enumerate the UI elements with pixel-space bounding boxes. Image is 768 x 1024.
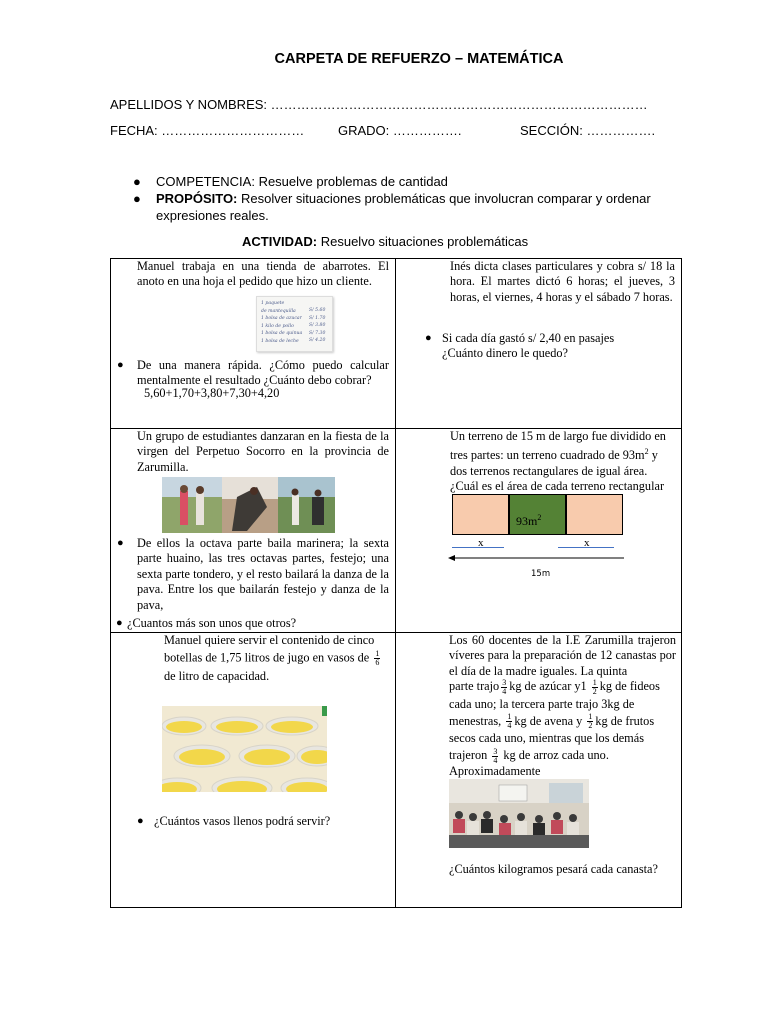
cell2-text: Inés dicta clases particulares y cobra s/ 18 la hora. El martes dictó 6 horas; el jueves, 3 horas, el viernes, 4 horas y el sábado 7 horas. xyxy=(450,259,675,304)
cell2-question2: ¿Cuánto dinero le quedo? xyxy=(442,346,569,360)
cell6-question: ¿Cuántos kilogramos pesará cada canasta? xyxy=(449,862,658,876)
apellidos-field: APELLIDOS Y NOMBRES: …………………………………………………………………………… xyxy=(110,97,648,112)
page-title: CARPETA DE REFUERZO – MATEMÁTICA xyxy=(274,51,564,67)
bullet-icon: ● xyxy=(133,191,141,206)
length-label: 15m xyxy=(531,569,551,579)
length-arrow xyxy=(448,553,624,563)
x-label-right: x xyxy=(584,537,590,549)
table-divider-vertical xyxy=(395,258,396,908)
fraction-one-sixth: $\frac{1}{6}$ xyxy=(375,649,380,668)
cell1-question: ● De una manera rápida. ¿Cómo puedo calcular mentalmente el resultado ¿Cuánto debo cobrar? xyxy=(117,358,389,388)
juice-cups-photo xyxy=(162,706,327,792)
meeting-image xyxy=(449,779,589,848)
cell2-question: ● Si cada día gastó s/ 2,40 en pasajes xyxy=(425,331,615,345)
rect-terrain-right xyxy=(566,494,623,535)
competencia-item: ● COMPETENCIA: Resuelve problemas de cantidad xyxy=(133,174,448,189)
cell1-sum: 5,60+1,70+3,80+7,30+4,20 xyxy=(144,386,280,400)
cell5-question: ● ¿Cuántos vasos llenos podrá servir? xyxy=(137,814,331,828)
square-terrain: $93m^2$ xyxy=(509,494,566,535)
cell3-text: Un grupo de estudiantes danzaran en la fiesta de la virgen del Perpetuo Socorro en la provincia de Zarumilla. xyxy=(137,429,389,474)
shopping-list-image: 1 paquete de mantequilla 1 bolsa de azucar 1 kilo de pollo 1 bolsa de quinua 1 bolsa de leche S/ 5.60 S/ 1.70 S/ 3.80 S/ 7.30 S/ 4.20 xyxy=(256,296,333,352)
bullet-icon: ● xyxy=(133,174,141,189)
dancers-image xyxy=(162,477,335,533)
fecha-field: FECHA: …………………………… xyxy=(110,123,305,138)
seccion-field: SECCIÓN: ……………. xyxy=(520,123,656,138)
teachers-meeting-photo xyxy=(449,779,589,848)
cell3-question2: ● ¿Cuantos más son unos que otros? xyxy=(116,616,297,630)
cell1-text: Manuel trabaja en una tienda de abarrotes. El anoto en una hoja el pedido que hizo un cliente. xyxy=(137,259,389,289)
proposito-item: ● PROPÓSITO: Resolver situaciones problemáticas que involucran comparar y ordenar xyxy=(133,191,651,206)
dancers-photo xyxy=(162,477,335,533)
cell3-question: ● De ellos la octava parte baila marinera; la sexta parte huaino, las tres octavas partes, festejo; una sexta parte tondero, y el resto bailará la danza de la pava. Entre los que bailarán festejo y danza de la pava, xyxy=(117,536,389,612)
grado-field: GRADO: ……………. xyxy=(338,123,462,138)
bullet-icon: ● xyxy=(137,815,144,827)
cell6-fractions: parte trajo $\frac{3}{4}$ kg de azúcar y1 $\frac{1}{2}$ kg de fideos cada uno; la tercera parte trajo 3kg de menestras, $\frac{1}{4}$ kg de avena y $\frac{1}{2}$ kg de frutos secos cada uno, mientras que los demás trajeron $\frac{3}{4}$ kg de arroz cada uno. Aproximadamente xyxy=(449,677,660,779)
cell6-text: Los 60 docentes de la I.E Zarumilla trajeron víveres para la preparación de 12 canastas por el día de la madre iguales. La quinta xyxy=(449,633,676,678)
proposito-line2: expresiones reales. xyxy=(156,208,269,223)
x-label-left: x xyxy=(478,537,484,549)
cell5-text: Manuel quiere servir el contenido de cinco botellas de 1,75 litros de jugo en vasos de $\frac{1}{6}$ de litro de capacidad. xyxy=(164,633,380,684)
bullet-icon: ● xyxy=(117,359,124,371)
bullet-icon: ● xyxy=(116,617,123,629)
bullet-icon: ● xyxy=(117,537,124,549)
cell4-text: Un terreno de 15 m de largo fue dividido en tres partes: un terreno cuadrado de $93m^2$ y dos terrenos rectangulares de igual área. ¿Cuál es el área de cada terreno rectangular xyxy=(450,429,666,494)
juice-cups-image xyxy=(162,706,327,792)
actividad-heading: ACTIVIDAD: Resuelvo situaciones problemáticas xyxy=(242,234,529,249)
bullet-icon: ● xyxy=(425,332,432,344)
rect-terrain-left xyxy=(452,494,509,535)
